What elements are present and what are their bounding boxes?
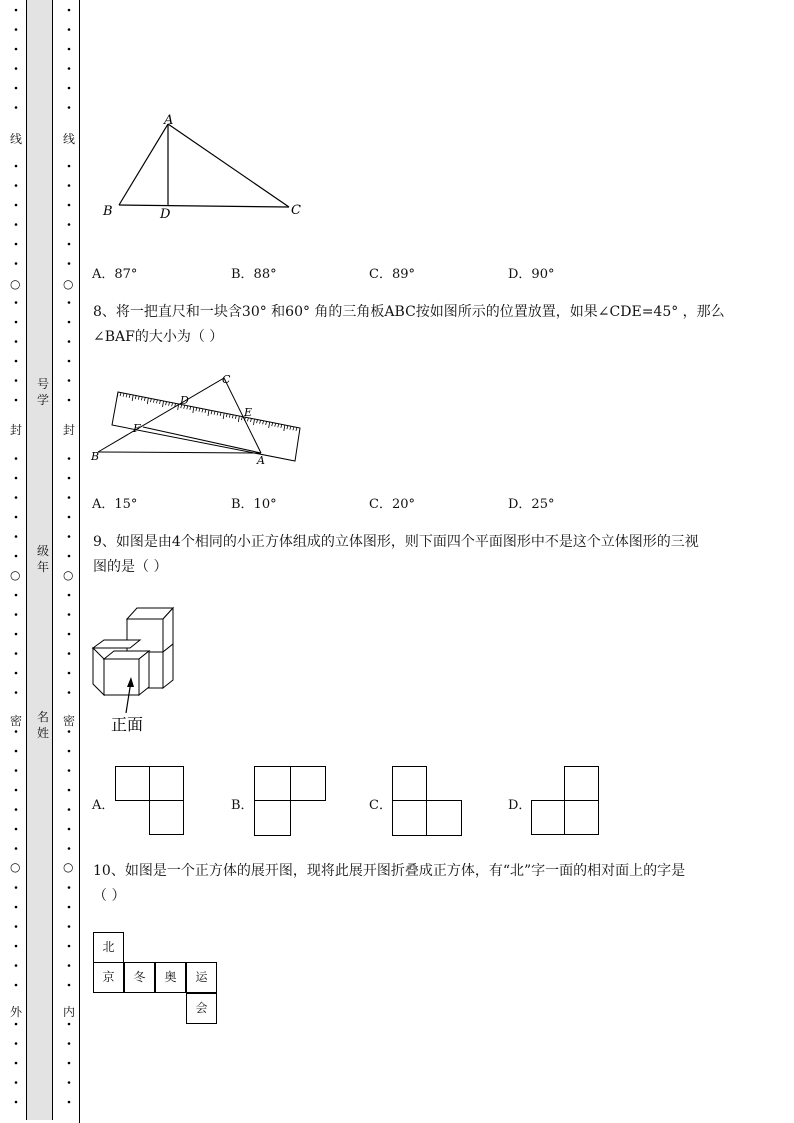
- net-cell-yun: 运: [186, 962, 217, 993]
- q10-stem-line-1: 10、如图是一个正方体的展开图，现将此展开图折叠成正方体，有“北”字一面的相对面上的字是: [93, 863, 686, 879]
- q8-stem-line-2: ∠BAF的大小为（ ）: [93, 329, 224, 345]
- q8-label-a: A: [257, 454, 265, 467]
- outer-circle-2: ○: [10, 568, 21, 582]
- q7-option-c[interactable]: C．89°: [369, 267, 415, 282]
- inner-secret-label: 密: [63, 714, 76, 728]
- q9-d-cell-1: [564, 766, 599, 801]
- net-cell-hui: 会: [186, 993, 217, 1024]
- q9-b-cell-1: [254, 766, 291, 801]
- inner-inside-label: 内: [63, 1005, 76, 1019]
- q7-option-d[interactable]: D．90°: [508, 267, 555, 282]
- inner-border-line: [79, 0, 80, 1123]
- q9-d-cell-3: [564, 800, 599, 835]
- outer-outside-label: 外: [10, 1005, 23, 1019]
- grade-char-2: 年: [36, 560, 49, 574]
- q9-stem: [93, 530, 753, 580]
- q9-a-cell-3: [149, 800, 184, 835]
- student-id-char-2: 学: [36, 393, 49, 407]
- net-cell-dong: 冬: [124, 962, 155, 993]
- q8-ruler-triangle-figure: [88, 370, 308, 470]
- net-cell-ao: 奥: [155, 962, 186, 993]
- q7-option-b[interactable]: B．88°: [231, 267, 277, 282]
- inner-circle-1: ○: [63, 277, 74, 291]
- q8-label-d: D: [180, 394, 189, 407]
- outer-circle-3: ○: [10, 860, 21, 874]
- q9-c-cell-1: [392, 766, 427, 801]
- outer-line-label: 线: [10, 132, 23, 146]
- q8-stem: [93, 300, 753, 350]
- q8-label-e: E: [244, 406, 253, 419]
- net-cell-jing: 京: [93, 962, 124, 993]
- q9-a-cell-1: [115, 766, 150, 801]
- q9-stem-line-1: 9、如图是由4个相同的小正方体组成的立体图形，则下面四个平面图形中不是这个立体图形的三视: [93, 534, 699, 550]
- name-field: [36, 709, 50, 741]
- q9-option-c-letter[interactable]: C．: [369, 798, 392, 813]
- q8-option-a[interactable]: A．15°: [92, 497, 138, 512]
- q9-option-d-letter[interactable]: D．: [508, 798, 532, 813]
- q8-option-c[interactable]: C．20°: [369, 497, 415, 512]
- q9-cubes-figure: [90, 603, 180, 738]
- name-char-1: 名: [36, 710, 49, 724]
- q9-front-label: 正面: [111, 715, 144, 734]
- q9-option-a-letter[interactable]: A．: [92, 798, 115, 813]
- name-char-2: 姓: [36, 726, 49, 740]
- q10-stem: [93, 859, 753, 909]
- q8-option-d[interactable]: D．25°: [508, 497, 555, 512]
- q9-d-cell-2: [531, 800, 565, 835]
- q9-option-b-letter[interactable]: B．: [231, 798, 254, 813]
- q8-label-c: C: [222, 373, 231, 386]
- q9-a-cell-2: [149, 766, 184, 801]
- q8-label-b: B: [91, 450, 100, 463]
- q8-label-f: F: [133, 422, 141, 435]
- q7-label-d: D: [160, 207, 171, 222]
- q8-stem-line-1: 8、将一把直尺和一块含30° 和60° 角的三角板ABC按如图所示的位置放置，如果∠CDE=45° ，那么: [93, 304, 725, 320]
- grade-field: [36, 543, 50, 575]
- q8-option-b[interactable]: B．10°: [231, 497, 277, 512]
- q9-b-cell-2: [290, 766, 326, 801]
- grade-char-1: 级: [36, 544, 49, 558]
- inner-seal-label: 封: [63, 423, 76, 437]
- outer-circle-1: ○: [10, 277, 21, 291]
- inner-circle-3: ○: [63, 860, 74, 874]
- q10-stem-line-2: （ ）: [93, 888, 126, 904]
- q7-option-a[interactable]: A．87°: [92, 267, 138, 282]
- net-cell-bei: 北: [93, 932, 124, 963]
- outer-secret-label: 密: [10, 714, 23, 728]
- q9-stem-line-2: 图的是（ ）: [93, 559, 168, 575]
- q7-label-c: C: [291, 203, 301, 218]
- q7-label-a: A: [164, 113, 174, 128]
- q9-c-cell-3: [426, 800, 462, 836]
- inner-circle-2: ○: [63, 568, 74, 582]
- inner-line-label: 线: [63, 132, 76, 146]
- q9-b-cell-3: [254, 800, 291, 836]
- outer-seal-label: 封: [10, 423, 23, 437]
- q9-c-cell-2: [392, 800, 427, 836]
- q7-label-b: B: [103, 204, 113, 219]
- q7-triangle-figure: [95, 110, 315, 225]
- student-id-field: [36, 376, 50, 408]
- student-id-char-1: 号: [36, 377, 49, 391]
